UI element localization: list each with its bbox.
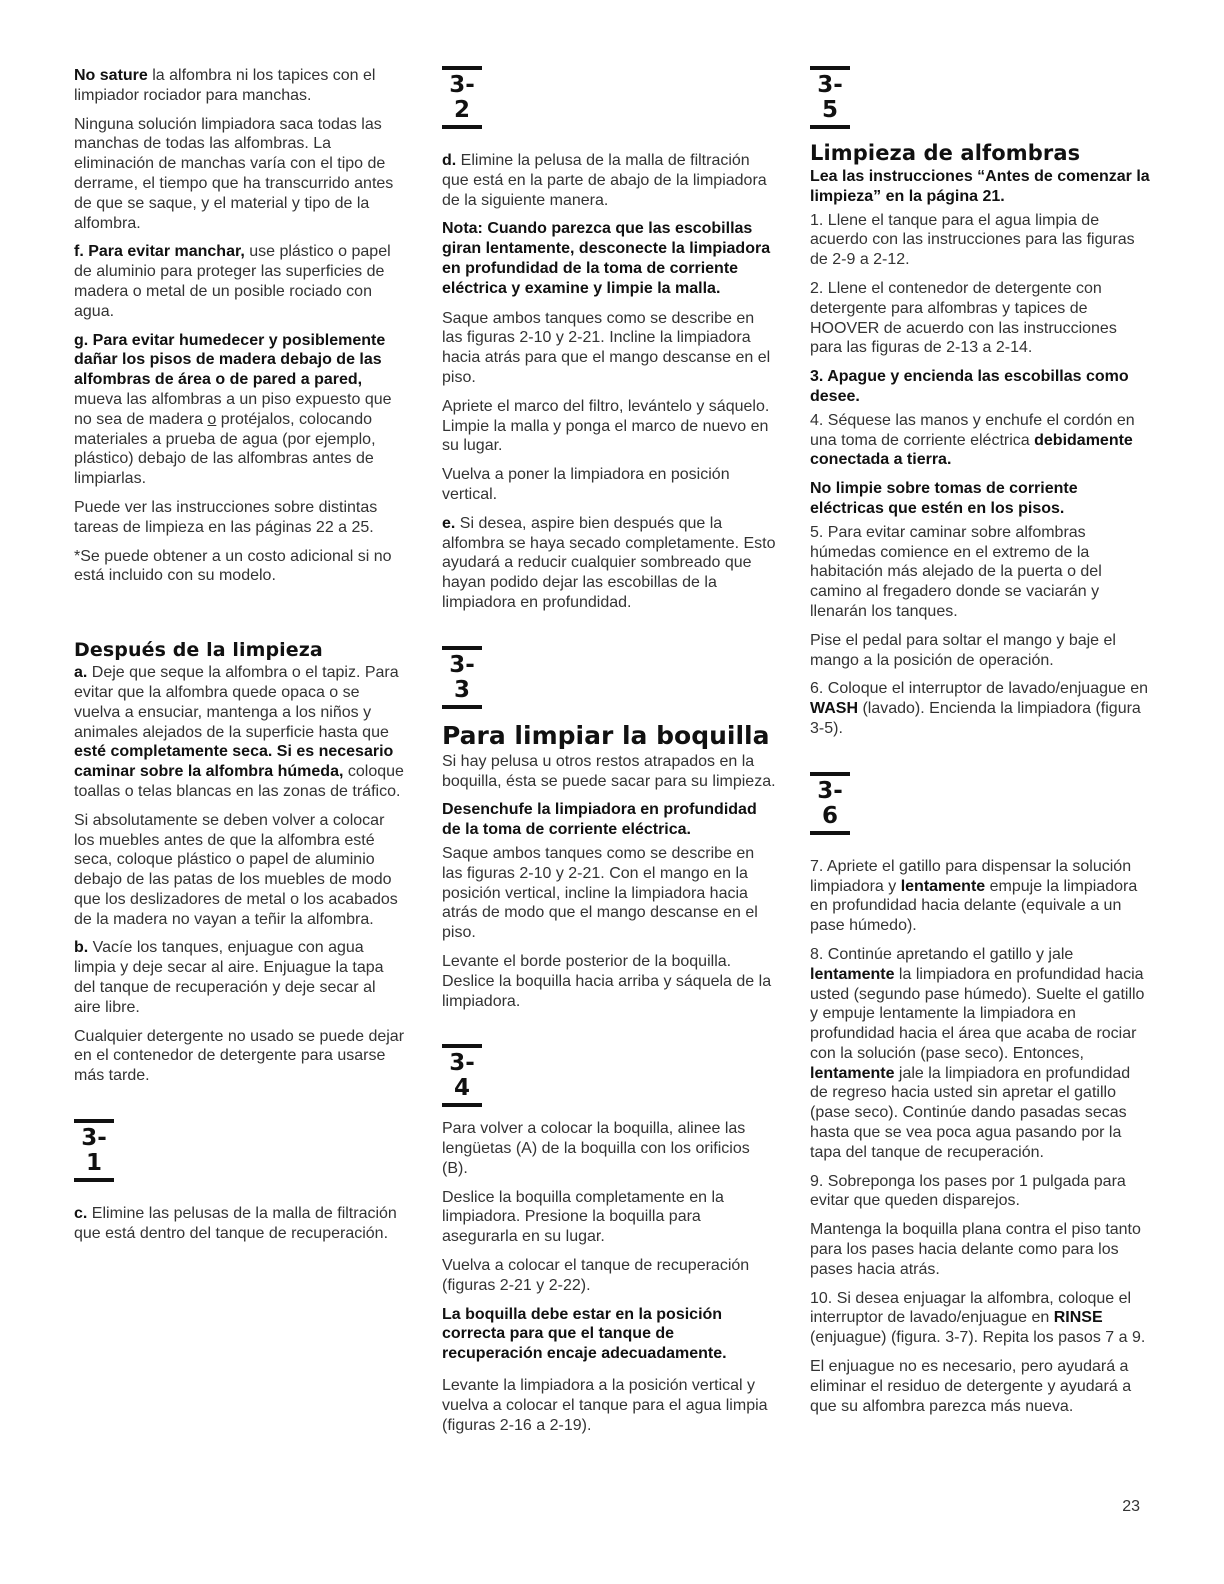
paragraph-text: Si desea, aspire bien después que la alfombra se haya secado completamente. Esto ayudará a reducir cualquier sombreado que hayan podido dejar las escobillas de la limpiadora en profundidad. (442, 514, 776, 611)
paragraph-read-instructions: Lea las instrucciones “Antes de comenzar la limpieza” en la página 21. (810, 168, 1150, 205)
paragraph-step-9: 9. Sobreponga los pases por 1 pulgada para evitar que queden disparejos. (810, 1172, 1126, 1210)
paragraph-text: mueva las alfombras a un piso expuesto que no sea de madera (74, 390, 392, 428)
paragraph-text: 10. Si desea enjuagar la alfombra, coloque el interruptor de lavado/enjuague en (810, 1289, 1132, 1327)
paragraph-step-e (442, 514, 778, 613)
bold-lead: d. (442, 152, 457, 169)
bold-lead: g. Para evitar humedecer y posiblemente dañar los pisos de madera debajo de las alfombras de área o de pared a pared, (74, 331, 386, 389)
step-label-3-1: 3-1 (74, 1119, 114, 1182)
step-label-3-4: 3-4 (442, 1044, 482, 1107)
paragraph-text: coloque toallas o telas blancas en las zonas de tráfico. (74, 763, 404, 800)
bold-lead: f. Para evitar manchar, (74, 243, 245, 261)
paragraph-rinse-note: El enjuague no es necesario, pero ayudará a eliminar el residuo de detergente y ayudará a que su alfombra parezca más nueva. (810, 1358, 1132, 1415)
paragraph-lift-nozzle: Levante el borde posterior de la boquilla. Deslice la boquilla hacia arriba y sáquela de la limpiadora. (442, 952, 772, 1010)
paragraph-text: Vacíe los tanques, enjuague con agua limpia y deje secar al aire. Enjuague la tapa del tanque de recuperación y deje secar al aire libre. (74, 939, 384, 1016)
bold-text: esté completamente seca. Si es necesario caminar sobre la alfombra húmeda, (74, 743, 394, 781)
paragraph-step-8 (810, 945, 1150, 1163)
paragraph-note: Nota: Cuando parezca que las escobillas giran lentamente, desconecte la limpiadora en profundidad de la toma de corriente eléctrica y examine y limpie la malla. (442, 220, 771, 297)
step-label-3-2: 3-2 (442, 66, 482, 129)
paragraph-text: Elimine la pelusa de la malla de filtración que está en la parte de abajo de la limpiadora de la siguiente manera. (442, 152, 767, 209)
paragraph-replace-nozzle: Para volver a colocar la boquilla, alinee las lengüetas (A) de la boquilla con los orificios (B). (442, 1120, 750, 1177)
paragraph-text: Deje que seque la alfombra o el tapiz. Para evitar que la alfombra quede opaca o se vuelva a ensuciar, mantenga a los niños y animales alejados de la superficie hasta que (74, 664, 399, 741)
paragraph-step-1: 1. Llene el tanque para el agua limpia de acuerdo con las instrucciones para las figuras de 2-9 a 2-12. (810, 211, 1135, 269)
paragraph-step-5: 5. Para evitar caminar sobre alfombras húmedas comience en el extremo de la habitación más alejado de la puerta o del camino al fregadero donde se vaciarán y llenarán los tanques. (810, 523, 1102, 620)
bold-lead: b. (74, 939, 89, 957)
paragraph-warning-outlets: No limpie sobre tomas de corriente eléctricas que estén en los pisos. (810, 480, 1078, 517)
paragraph-filter-frame: Apriete el marco del filtro, levántelo y sáquelo. Limpie la malla y ponga el marco de nuevo en su lugar. (442, 397, 770, 455)
paragraph-text: (enjuague) (figura. 3-7). Repita los pasos 7 a 9. (810, 1329, 1146, 1347)
paragraph-clean-water-tank: Levante la limpiadora a la posición vertical y vuelva a colocar el tanque para el agua limpia (figuras 2-16 a 2-19). (442, 1377, 768, 1434)
paragraph-step-c (74, 1204, 406, 1244)
paragraph-text: la limpiadora en profundidad hacia usted (segundo pase húmedo). Suelte el gatillo y empuje lentamente la limpiadora en profundidad hacia el área que acaba de rociar con la solución (pase seco). Entonces, (810, 965, 1145, 1062)
paragraph-no-sature (74, 66, 406, 106)
bold-text: debidamente conectada a tierra. (810, 431, 1133, 469)
paragraph-text: 7. Apriete el gatillo para dispensar la solución limpiadora y (810, 857, 1132, 895)
paragraph-text: jale la limpiadora en profundidad de regreso hacia usted sin apretar el gatillo (pase seco). Continúe dando pasadas secas hasta que se vea poca agua pasando por la tapa del tanque de recuperación. (810, 1064, 1131, 1161)
paragraph-step-g (74, 331, 406, 489)
page-number: 23 (1122, 1498, 1140, 1515)
paragraph-remove-tanks-2: Saque ambos tanques como se describe en las figuras 2-10 y 2-21. Con el mango en la posición vertical, incline la limpiadora hacia atrás de modo que el mango descanse en el piso. (442, 844, 758, 942)
paragraph-step-6 (810, 679, 1150, 738)
paragraph-step-a (74, 663, 406, 802)
paragraph-text: use plástico o papel de aluminio para proteger las superficies de madera o metal de un posible rociado con agua. (74, 243, 391, 320)
paragraph-step-3: 3. Apague y encienda las escobillas como desee. (810, 368, 1129, 405)
paragraph-step-b (74, 938, 406, 1017)
heading-carpet-cleaning: Limpieza de alfombras (810, 141, 1081, 165)
paragraph-text: 8. Continúe apretando el gatillo y jale (810, 945, 1074, 963)
bold-lead: e. (442, 514, 456, 532)
paragraph-text: Elimine las pelusas de la malla de filtración que está dentro del tanque de recuperación. (74, 1205, 397, 1242)
column-left (74, 66, 406, 1253)
bold-lead: a. (74, 664, 88, 682)
bold-text: lentamente (810, 1064, 895, 1082)
paragraph-nozzle-intro: Si hay pelusa u otros restos atrapados en la boquilla, ésta se puede sacar para su limpieza. (442, 752, 776, 790)
paragraph-step-4 (810, 411, 1150, 470)
paragraph-instructions-ref: Puede ver las instrucciones sobre distintas tareas de limpieza en las páginas 22 a 25. (74, 498, 378, 536)
paragraph-upright: Vuelva a poner la limpiadora en posición vertical. (442, 466, 730, 503)
paragraph-keep-flat: Mantenga la boquilla plana contra el piso tanto para los pases hacia delante como para los pases hacia atrás. (810, 1221, 1141, 1278)
paragraph-footnote: *Se puede obtener a un costo adicional si no está incluido con su modelo. (74, 547, 392, 585)
bold-text: RINSE (1053, 1309, 1103, 1327)
paragraph-slide-nozzle: Deslice la boquilla completamente en la limpiadora. Presione la boquilla para asegurarla en su lugar. (442, 1188, 724, 1246)
bold-text: WASH (810, 700, 858, 718)
paragraph-text: 6. Coloque el interruptor de lavado/enjuague en (810, 680, 1149, 698)
column-middle (442, 66, 778, 1444)
step-label-3-5: 3-5 (810, 66, 850, 129)
paragraph-step-f (74, 242, 406, 321)
paragraph-detergent: Cualquier detergente no usado se puede dejar en el contenedor de detergente para usarse más tarde. (74, 1027, 405, 1085)
bold-text: lentamente (810, 965, 895, 983)
heading-clean-nozzle: Para limpiar la boquilla (442, 720, 770, 750)
paragraph-unplug: Desenchufe la limpiadora en profundidad de la toma de corriente eléctrica. (442, 801, 757, 839)
step-label-3-6: 3-6 (810, 772, 850, 835)
bold-text: lentamente (900, 877, 986, 895)
bold-lead: c. (74, 1205, 88, 1223)
paragraph-text: la alfombra ni los tapices con el limpiador rociador para manchas. (74, 67, 376, 104)
paragraph-pedal: Pise el pedal para soltar el mango y baje el mango a la posición de operación. (810, 631, 1116, 669)
paragraph-nozzle-position: La boquilla debe estar en la posición correcta para que el tanque de recuperación encaje adecuadamente. (442, 1305, 727, 1363)
paragraph-replace-tank: Vuelva a colocar el tanque de recuperación (figuras 2-21 y 2-22). (442, 1257, 750, 1294)
paragraph-stain-removal: Ninguna solución limpiadora saca todas las manchas de todas las alfombras. La eliminación de manchas varía con el tipo de derrame, el tiempo que ha transcurrido antes de que se saque, y el material y tipo de la alfombra. (74, 115, 394, 232)
paragraph-text: (lavado). Encienda la limpiadora (figura 3-5). (810, 700, 1141, 737)
underlined-word: o (207, 410, 217, 428)
paragraph-text: empuje la limpiadora en profundidad hacia delante (equivale a un pase húmedo). (810, 877, 1138, 935)
paragraph-step-7 (810, 857, 1150, 936)
step-label-3-3: 3-3 (442, 646, 482, 709)
paragraph-step-10 (810, 1289, 1150, 1348)
bold-lead: No sature (74, 67, 148, 84)
paragraph-remove-tanks: Saque ambos tanques como se describe en las figuras 2-10 y 2-21. Incline la limpiadora hacia atrás para que el mango descanse en el piso. (442, 309, 771, 386)
paragraph-step-d (442, 151, 778, 210)
paragraph-step-2: 2. Llene el contenedor de detergente con detergente para alfombras y tapices de HOOVER de acuerdo con las instrucciones para las figuras de 2-13 a 2-14. (810, 279, 1117, 357)
column-right (810, 66, 1150, 1425)
heading-after-cleaning: Después de la limpieza (74, 639, 323, 662)
paragraph-furniture: Si absolutamente se deben volver a colocar los muebles antes de que la alfombra esté seca, coloque plástico o papel de aluminio debajo de las patas de los muebles de modo que los deslizadores de metal o los acabados de la madera no vayan a teñir la alfombra. (74, 811, 398, 928)
paragraph-text: 4. Séquese las manos y enchufe el cordón en una toma de corriente eléctrica (810, 411, 1135, 449)
paragraph-text: protéjalos, colocando materiales a prueba de agua (por ejemplo, plástico) debajo de las alfombras antes de limpiarlas. (74, 410, 376, 488)
